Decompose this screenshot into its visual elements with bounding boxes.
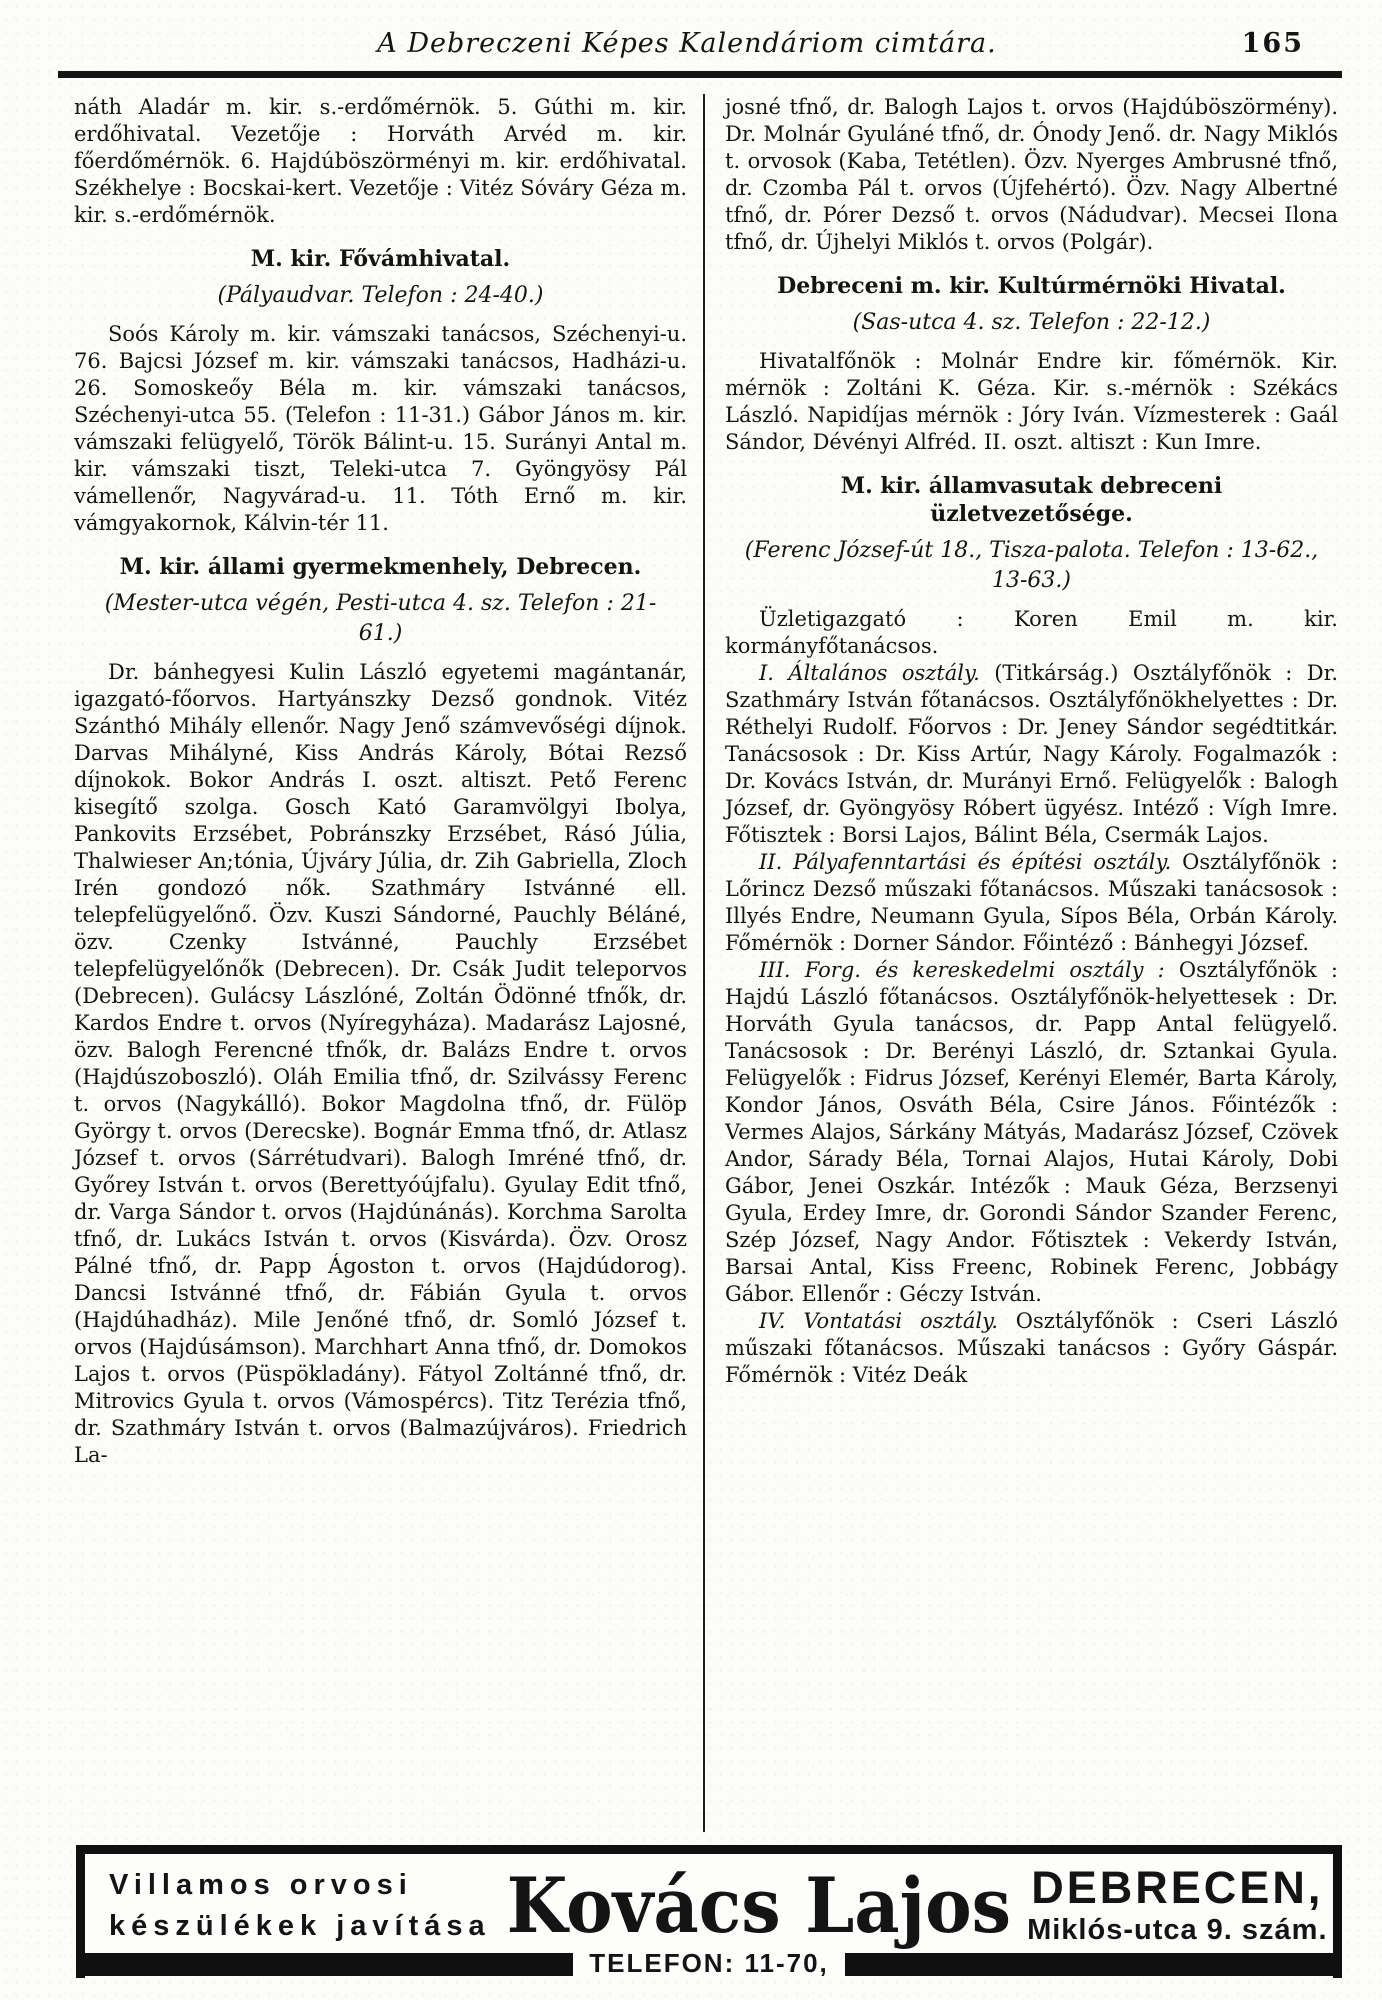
section-heading: M. kir. államvasutak debreceni üzletvezetősége.: [840, 473, 1223, 527]
paragraph: Dr. bánhegyesi Kulin László egyetemi magántanár, igazgató-főorvos. Hartyánszky Dezső gondnok. Vitéz Szánthó Mihály ellenőr. Nagy Jenő számvevőségi díjnok. Darvas Mihályné, Kiss András Károly, Bótai Rezső díjnokok. Bokor András I. oszt. altiszt. Pető Ferenc kisegítő szolga. Gosch Kató Garamvölgyi Ibolya, Pankovits Erzsébet, Pobránszky Erzsébet, Rásó Júlia, Thalwieser An;tónia, Újváry Júlia, dr. Zih Gabriella, Zloch Irén gondozó nők. Szathmáry Istvánné ell. telepfelügyelőnő. Özv. Kuszi Sándorné, Pauchly Béláné, özv. Czenky Istvánné, Pauchly Erzsébet telepfelügyelőnők (Debrecen). Dr. Csák Judit teleporvos (Debrecen). Gulácsy Lászlóné, Zoltán Ödönné tfnők, dr. Kardos Endre t. orvos (Nyíregyháza). Madarász Lajosné, özv. Balogh Ferencné tfnők, dr. Balázs Endre t. orvos (Hajdúszoboszló). Oláh Emilia tfnő, dr. Szilvássy Ferenc t. orvos (Nagykálló). Bokor Magdolna tfnő, dr. Fülöp György t. orvos (Derecske). Bognár Emma tfnő, dr. Atlasz József t. orvos (Sárrétudvari). Balogh Imréné tfnő, dr. Győrey István t. orvos (Berettyóújfalu). Gyulay Edit tfnő, dr. Varga Sándor t. orvos (Hajdúnánás). Korchma Sarolta tfnő, dr. Lukács István t. orvos (Kisvárda). Özv. Orosz Pálné tfnő, dr. Papp Ágoston t. orvos (Hajdúdorog). Dancsi Istvánné tfnő, dr. Fábián Gyula t. orvos (Hajdúhadház). Mile Jenőné tfnő, dr. Somló József t. orvos (Hajdúsámson). Marchhart Anna tfnő, dr. Domokos Lajos t. orvos (Püspökladány). Fátyol Zoltánné tfnő, dr. Mitrovics Gyula t. orvos (Vámospércs). Titz Terézia tfnő, dr. Szathmáry István t. orvos (Balmazújváros). Friedrich La-: [74, 660, 687, 1467]
advertisement-box: [76, 1845, 1342, 1978]
ad-location: [1027, 1864, 1333, 1947]
paragraph: josné tfnő, dr. Balogh Lajos t. orvos (Hajdúböszörmény). Dr. Molnár Gyuláné tfnő, dr. Ónody Jenő. dr. Nagy Miklós t. orvosok (Kaba, Tetétlen). Özv. Nyerges Ambrusné tfnő, dr. Czomba Pál t. orvos (Újfehértó). Özv. Nagy Albertné tfnő, dr. Pórer Dezső t. orvos (Nádudvar). Mecsei Ilona tfnő, dr. Újhelyi Miklós t. orvos (Polgár).: [725, 95, 1338, 254]
ad-company-name: Kovács Lajos: [506, 1860, 1012, 1950]
page-header: [64, 0, 1310, 59]
paragraph: Hivatalfőnök : Molnár Endre kir. főmérnök. Kir. mérnök : Zoltáni K. Géza. Kir. s.-mérnök : Székács László. Napidíjas mérnök : Jóry Iván. Vízmesterek : Gaál Sándor, Dévényi Alfréd. II. oszt. altiszt : Kun Imre.: [725, 349, 1338, 454]
paragraph: Üzletigazgató : Koren Emil m. kir. kormányfőtanácsos.: [725, 607, 1338, 658]
italic-lead: III. Forg. és kereskedelmi osztály :: [759, 958, 1165, 982]
section-heading: Debreceni m. kir. Kultúrmérnöki Hivatal.: [777, 273, 1286, 299]
paragraph: III. Forg. és kereskedelmi osztály : Osztályfőnök : Hajdú László főtanácsos. Osztályfőnök-helyettesek : Dr. Horváth Gyula tanácsos, dr. Papp Antal felügyelő. Tanácsosok : Dr. Berényi László, dr. Sztankai Gyula. Felügyelők : Fidrus József, Kerényi Elemér, Barta Károly, Kondor János, Osváth Béla, Csire János. Főintézők : Vermes Alajos, Sárkány Mátyás, Madarász József, Czövek Andor, Sárady Béla, Tornai Alajos, Hutai Károly, Dobi Gábor, Jenei Oszkár. Intézők : Mauk Géza, Berzsenyi Gyula, Erdey Imre, dr. Gorondi Sándor Szander Ferenc, Szép József, Nagy Andor. Főtisztek : Vekerdy István, Barsai Antal, Kiss Freenc, Robinek Ferenc, Jobbágy Gábor. Ellenőr : Géczy István.: [725, 958, 1338, 1306]
section-subheading: (Sas-utca 4. sz. Telefon : 22-12.): [852, 310, 1211, 335]
ad-city: DEBRECEN,: [1031, 1862, 1324, 1913]
ad-service-line2: készülékek javítása: [109, 1909, 491, 1942]
paragraph: II. Pályafenntartási és építési osztály. Osztályfőnök : Lőrincz Dezső műszaki főtanácsos. Műszaki tanácsosok : Illyés Endre, Neumann Gyula, Sípos Béla, Orbán Károly. Főmérnök : Dorner Sándor. Főintéző : Bánhegyi József.: [725, 850, 1338, 955]
text-columns: [74, 94, 1338, 1832]
paragraph: Soós Károly m. kir. vámszaki tanácsos, Széchenyi-u. 76. Bajcsi József m. kir. vámszaki tanácsos, Hadházi-u. 26. Somoskeőy Béla m. kir. vámszaki tanácsos, Széchenyi-utca 55. (Telefon : 11-31.) Gábor János m. kir. vámszaki felügyelő, Török Bálint-u. 15. Surányi Antal m. kir. vámszaki tiszt, Teleki-utca 7. Gyöngyösy Pál vámellenőr, Nagyvárad-u. 11. Tóth Ernő m. kir. vámgyakornok, Kálvin-tér 11.: [74, 322, 687, 535]
bar-segment-right: [845, 1953, 1333, 1976]
left-column: [74, 94, 703, 1832]
paragraph: IV. Vontatási osztály. Osztályfőnök : Cseri László műszaki főtanácsos. Műszaki tanácsos : Győry Gáspár. Főmérnök : Vitéz Deák: [725, 1309, 1338, 1387]
bar-segment-left: [85, 1953, 573, 1976]
page-number: 165: [1241, 28, 1304, 59]
section-heading: M. kir. Fővámhivatal.: [250, 246, 511, 272]
section-subheading: (Ferenc József-út 18., Tisza-palota. Telefon : 13-62., 13-63.): [744, 538, 1319, 593]
page-title: A Debreczeni Képes Kalendáriom cimtára.: [377, 28, 997, 59]
section-subheading: (Mester-utca végén, Pesti-utca 4. sz. Telefon : 21-61.): [104, 591, 657, 646]
ad-service-line1: Villamos orvosi: [109, 1868, 413, 1901]
header-rule: [58, 71, 1342, 78]
ad-street-address: Miklós-utca 9. szám.: [1027, 1914, 1328, 1946]
paragraph: náth Aladár m. kir. s.-erdőmérnök. 5. Gúthi m. kir. erdőhivatal. Vezetője : Horváth Arvéd m. kir. főerdőmérnök. 6. Hajdúböszörményi m. kir. erdőhivatal. Székhelye : Bocskai-kert. Vezetője : Vitéz Sóváry Géza m. kir. s.-erdőmérnök.: [74, 95, 687, 227]
ad-service-text: [109, 1865, 491, 1947]
ad-telephone-bar: [85, 1948, 1333, 1978]
paragraph: I. Általános osztály. (Titkárság.) Osztályfőnök : Dr. Szathmáry István főtanácsos. Osztályfőnökhelyettes : Dr. Réthelyi Rudolf. Főorvos : Dr. Jeney Sándor segédtitkár. Tanácsosok : Dr. Kiss Artúr, Nagy Károly. Fogalmazók : Dr. Kovács István, dr. Murányi Ernő. Felügyelők : Balogh József, dr. Gyöngyösy Róbert ügyész. Intéző : Vígh Imre. Főtisztek : Borsi Lajos, Bálint Béla, Csermák Lajos.: [725, 661, 1338, 847]
section-heading: M. kir. állami gyermekmenhely, Debrecen.: [119, 554, 642, 580]
right-column: [703, 94, 1338, 1832]
advertisement-body: [85, 1854, 1333, 1951]
italic-lead: I. Általános osztály.: [759, 661, 980, 685]
italic-lead: IV. Vontatási osztály.: [759, 1309, 998, 1333]
italic-lead: II. Pályafenntartási és építési osztály.: [759, 850, 1172, 874]
section-subheading: (Pályaudvar. Telefon : 24-40.): [217, 283, 544, 308]
ad-telephone: TELEFON: 11-70,: [589, 1948, 829, 1978]
